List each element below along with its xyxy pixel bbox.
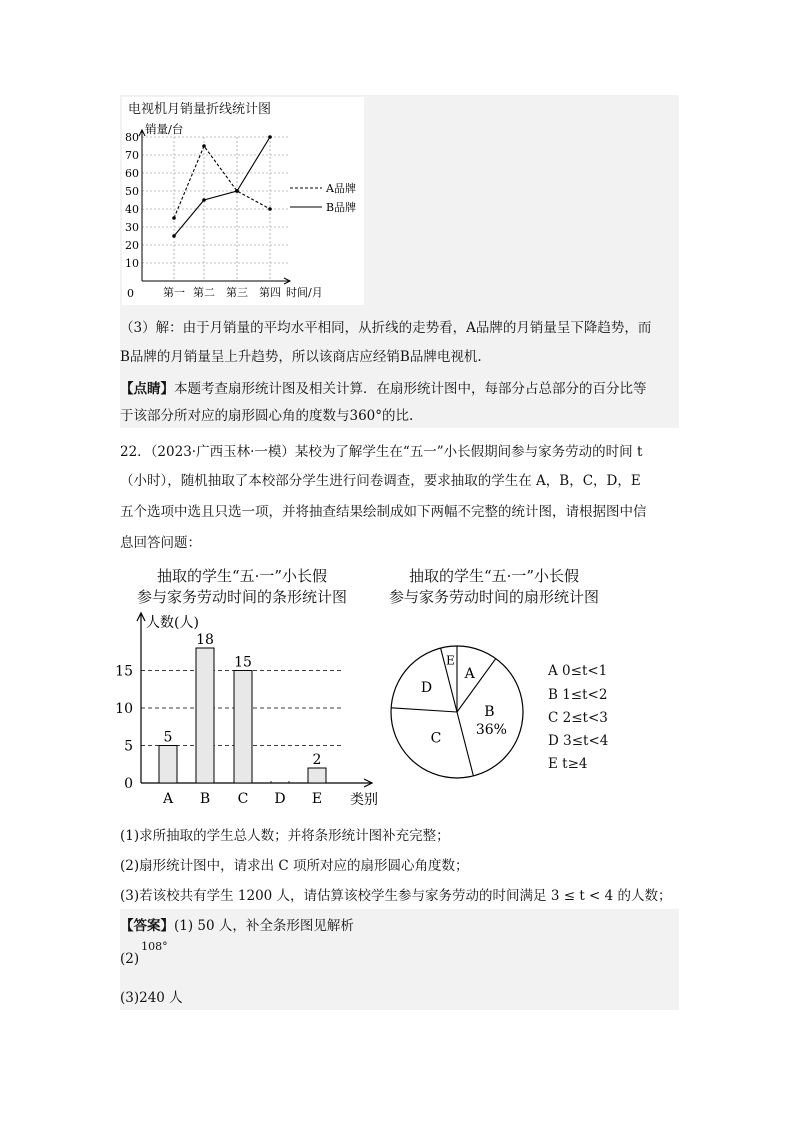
- question-3: (3)若该校共有学生 1200 人，请估算该校学生参与家务劳动的时间满足 3 ≤ t < 4 的人数；: [120, 888, 672, 904]
- bar-x-axis-label: 类别: [350, 792, 378, 808]
- answer-label: 【答案】: [120, 918, 174, 934]
- series-a-point: [202, 144, 206, 148]
- comment-line1: [120, 379, 647, 399]
- problem22-line1: 22．（2023·广西玉林·一模）某校为了解学生在“五一”小长假期间参与家务劳动的时间 t: [120, 444, 643, 460]
- comment-line2: 于该部分所对应的扇形圆心角的度数与360°的比.: [120, 408, 414, 424]
- pie-chart-title-line2: 参与家务劳动时间的扇形统计图: [388, 588, 599, 606]
- problem22-line3: 五个选项中选且只选一项，并将抽查结果绘制成如下两幅不完整的统计图，请根据图中信: [120, 504, 647, 520]
- question-1: (1)求所抽取的学生总人数；并将条形统计图补充完整；: [120, 828, 450, 844]
- bar-chart-title-line1: 抽取的学生“五·一”小长假: [156, 567, 328, 585]
- series-a-point: [172, 216, 176, 220]
- series-b-point: [235, 189, 239, 193]
- legend-a-label: A品牌: [326, 182, 356, 195]
- bar-chart: [110, 610, 390, 810]
- bar-a: [159, 746, 177, 784]
- series-b-point: [268, 135, 272, 139]
- bar-category-label: B: [199, 791, 211, 807]
- question-2: (2)扇形统计图中，请求出 C 项所对应的扇形圆心角度数；: [120, 858, 469, 874]
- line-chart-title: 电视机月销量折线统计图: [128, 102, 272, 117]
- pie-label-b-percent: 36%: [475, 722, 507, 739]
- bar-value-label: 5: [163, 729, 173, 746]
- origin-label: 0: [127, 287, 134, 300]
- bar-value-label: 2: [312, 752, 322, 768]
- pie-label-d: D: [420, 679, 433, 696]
- pie-legend-d: D 3≤t<4: [548, 733, 609, 749]
- comment-label: 【点睛】: [120, 381, 174, 397]
- bar-y-tick-label: 15: [115, 663, 133, 680]
- bar-y-axis-label: 人数(人): [146, 615, 199, 631]
- legend-b-label: B品牌: [326, 201, 357, 214]
- answer-2-value: 108°: [141, 940, 168, 953]
- bar-category-label: C: [237, 791, 249, 807]
- bar-y-tick-label: 0: [124, 776, 133, 792]
- y-tick-label: 40: [125, 203, 139, 216]
- comment-text: 本题考查扇形统计图及相关计算．在扇形统计图中，每部分占总部分的百分比等: [174, 381, 647, 397]
- line-chart-figure: [122, 97, 364, 305]
- pie-chart: [382, 637, 532, 787]
- bar-category-label: E: [311, 791, 323, 807]
- y-tick-label: 30: [125, 221, 139, 234]
- pie-label-e: E: [445, 653, 455, 668]
- answer-1: (1) 50 人，补全条形图见解析: [174, 918, 354, 934]
- answer-line2: [120, 940, 168, 969]
- bar-b: [196, 648, 214, 783]
- series-b-line: [174, 137, 270, 236]
- bar-value-label: 15: [234, 654, 252, 671]
- x-axis-label: 时间/月: [286, 286, 323, 299]
- pie-label-b: B: [484, 704, 495, 721]
- y-tick-label: 50: [125, 185, 139, 198]
- y-tick-label: 10: [125, 257, 139, 270]
- bar-category-label: A: [162, 791, 174, 807]
- x-tick-label: 第四: [259, 286, 281, 299]
- pie-legend-e: E t≥4: [548, 756, 588, 772]
- answer-3: (3)240 人: [120, 990, 183, 1006]
- x-tick-label: 第二: [193, 286, 215, 299]
- problem22-line2: （小时），随机抽取了本校部分学生进行问卷调查，要求抽取的学生在 A，B，C，D，E: [120, 473, 641, 489]
- series-b-point: [172, 234, 176, 238]
- bar-y-tick-label: 5: [124, 738, 133, 755]
- bar-category-label: D: [274, 791, 286, 807]
- bar-y-tick-label: 10: [115, 701, 133, 717]
- series-b-point: [202, 198, 206, 202]
- line-chart: [122, 97, 364, 305]
- pie-legend-a: A 0≤t<1: [548, 663, 608, 679]
- bar-chart-title-line2: 参与家务劳动时间的条形统计图: [136, 588, 347, 606]
- series-a-point: [268, 207, 272, 211]
- problem22-line4: 息回答问题：: [120, 535, 201, 551]
- y-tick-label: 60: [125, 167, 139, 180]
- pie-chart-title-line1: 抽取的学生“五·一”小长假: [408, 567, 580, 585]
- y-axis-label: 销量/台: [145, 122, 184, 136]
- bar-e: [308, 768, 326, 783]
- y-tick-label: 20: [125, 239, 139, 252]
- y-tick-label: 70: [125, 149, 139, 162]
- pie-legend-b: B 1≤t<2: [548, 687, 608, 703]
- bar-c: [234, 671, 252, 784]
- pie-label-c: C: [430, 730, 442, 747]
- pie-legend-c: C 2≤t<3: [548, 710, 608, 726]
- solution-3-line1: （3）解：由于月销量的平均水平相同，从折线的走势看，A品牌的月销量呈下降趋势，而: [120, 320, 652, 336]
- x-tick-label: 第一: [163, 286, 185, 299]
- x-tick-label: 第三: [226, 286, 248, 299]
- answer-2-prefix: (2): [120, 951, 140, 967]
- solution-3-line2: B品牌的月销量呈上升趋势，所以该商店应经销B品牌电视机.: [120, 349, 482, 365]
- pie-label-a: A: [464, 666, 475, 683]
- answer-line1: [120, 916, 354, 936]
- series-a-line: [174, 146, 270, 218]
- y-tick-label: 80: [125, 131, 139, 144]
- bar-value-label: 18: [196, 632, 214, 648]
